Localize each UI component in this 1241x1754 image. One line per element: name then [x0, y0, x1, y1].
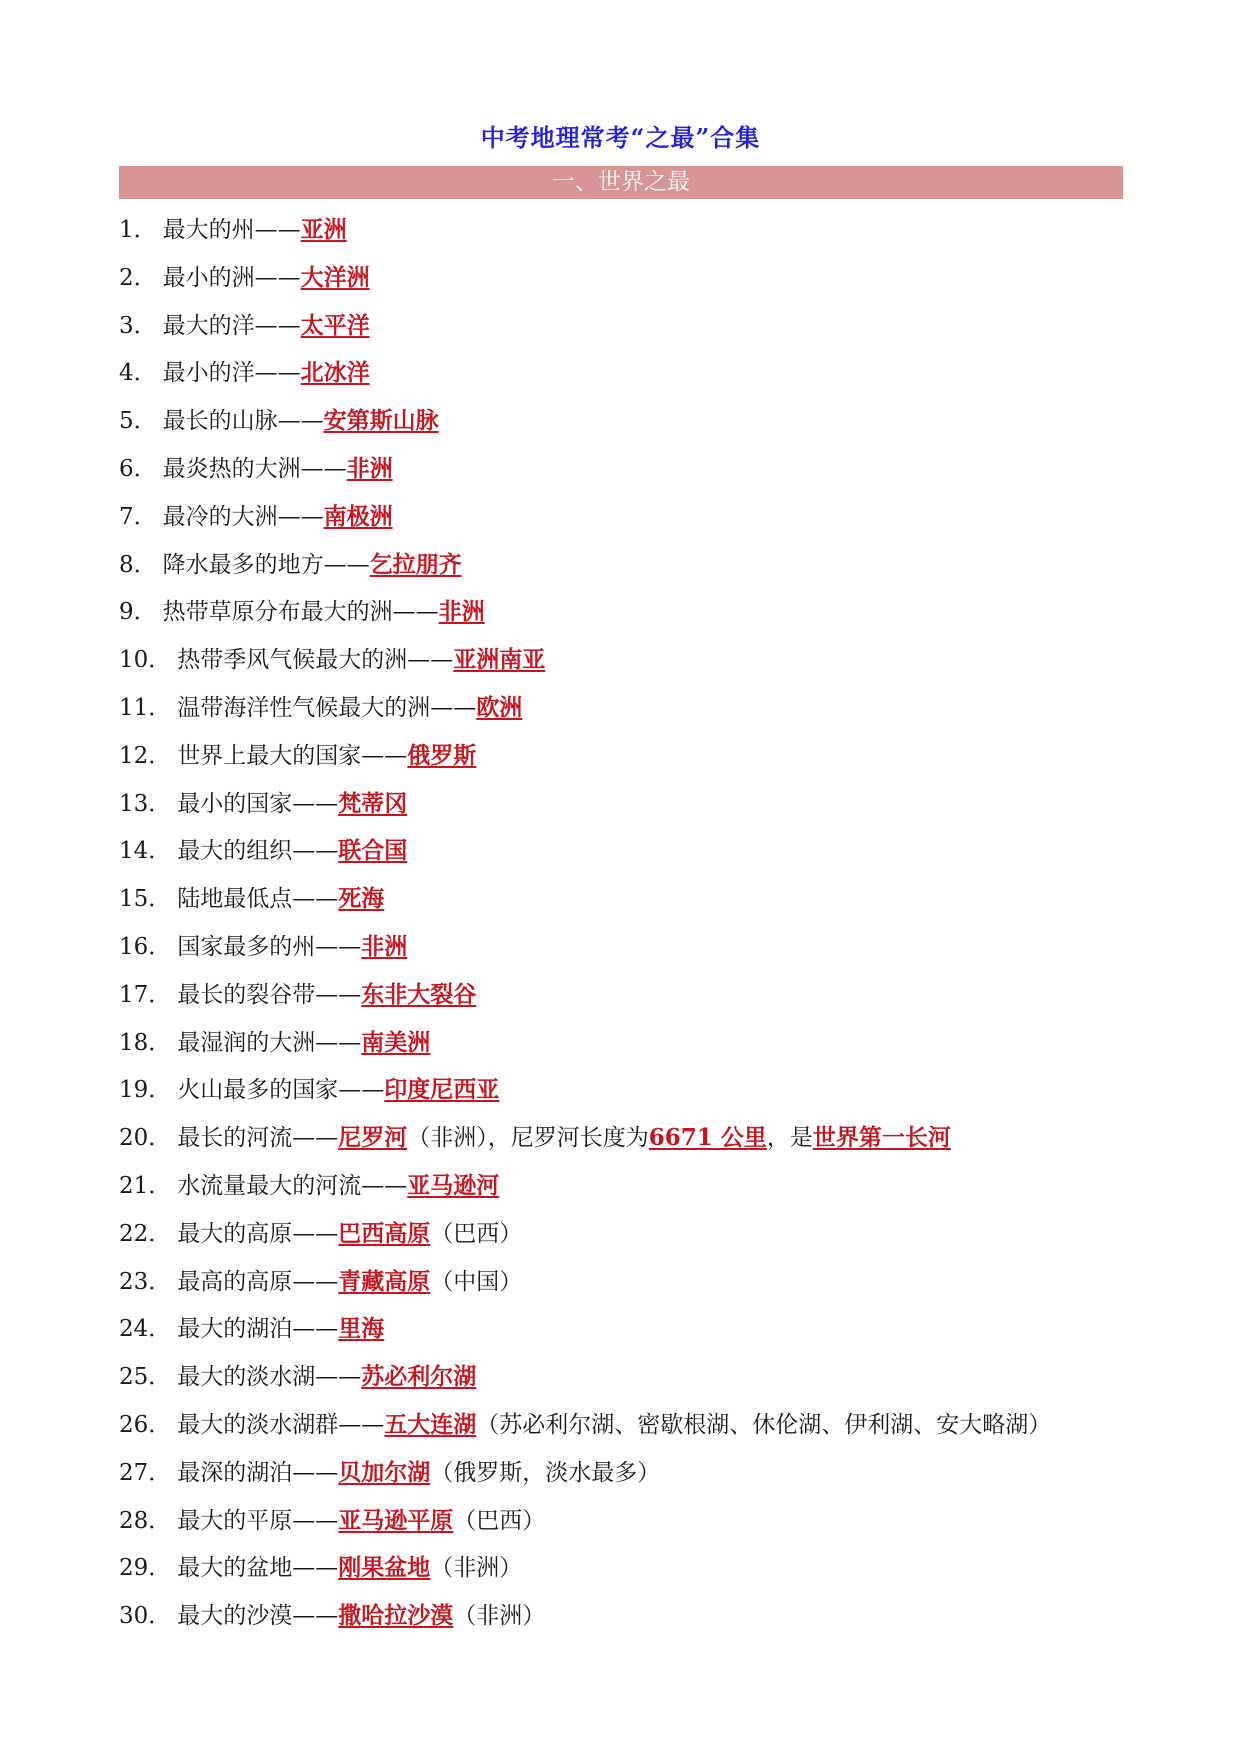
list-item: [119, 1070, 1123, 1118]
answer-text: 世界第一长河: [812, 1124, 951, 1152]
item-text: 最深的湖泊——: [177, 1459, 339, 1486]
answer-text: 亚洲: [300, 216, 347, 243]
item-number: 29．: [119, 1555, 172, 1582]
item-text: （巴西）: [453, 1507, 546, 1534]
answer-text: 非洲: [438, 598, 485, 626]
item-number: 13．: [119, 790, 172, 817]
item-number: 27．: [119, 1459, 172, 1486]
item-number: 9．: [119, 599, 157, 626]
item-text: 最大的州——: [162, 217, 301, 243]
answer-text: 亚洲南亚: [453, 646, 546, 674]
item-number: 2．: [119, 264, 157, 291]
answer-text: 北冰洋: [300, 359, 370, 387]
item-text: 最小的洋——: [162, 360, 301, 387]
list-item: [119, 1357, 1123, 1405]
item-number: 22．: [119, 1220, 172, 1247]
item-number: 14．: [119, 838, 172, 865]
item-text: 最炎热的大洲——: [162, 455, 347, 482]
item-number: 18．: [119, 1029, 172, 1056]
list-item: [119, 1405, 1123, 1453]
item-number: 8．: [119, 551, 157, 578]
answer-text: 亚马逊河: [407, 1171, 500, 1199]
list-item: [119, 927, 1123, 975]
answer-text: 安第斯山脉: [323, 407, 439, 435]
list-item: [119, 1262, 1123, 1310]
item-text: （非洲）: [430, 1555, 523, 1582]
item-text: 最小的国家——: [177, 790, 339, 817]
list-item: [119, 1501, 1123, 1549]
answer-text: 欧洲: [476, 693, 523, 721]
item-number: 20．: [119, 1125, 172, 1152]
answer-text: 贝加尔湖: [338, 1458, 431, 1486]
item-text: （俄罗斯，淡水最多）: [430, 1459, 661, 1486]
answer-text: 联合国: [338, 837, 408, 865]
answer-text: 撒哈拉沙漠: [338, 1602, 454, 1630]
document-title: 中考地理常考“之最”合集: [480, 123, 761, 152]
answer-text: 俄罗斯: [407, 741, 477, 769]
answer-text: 南美洲: [361, 1028, 431, 1056]
answer-text: 东非大裂谷: [361, 980, 477, 1008]
answer-text: 梵蒂冈: [338, 789, 408, 817]
list-item: [119, 210, 1123, 258]
answer-text: 刚果盆地: [338, 1554, 431, 1582]
item-text: 温带海洋性气候最大的洲——: [177, 694, 477, 721]
item-text: 最长的河流——: [177, 1125, 339, 1152]
list-item: [119, 879, 1123, 927]
answer-text: 巴西高原: [338, 1219, 431, 1247]
item-text: 最大的洋——: [162, 312, 301, 339]
answer-text: 亚马逊平原: [338, 1506, 454, 1534]
item-text: （苏必利尔湖、密歇根湖、休伦湖、伊利湖、安大略湖）: [476, 1411, 1052, 1438]
list-item: [119, 1118, 1123, 1166]
item-number: 26．: [119, 1411, 172, 1438]
answer-text: 6671 公里: [648, 1124, 767, 1152]
list-item: [119, 592, 1123, 640]
answer-text: 非洲: [346, 454, 393, 482]
item-text: 最大的湖泊——: [177, 1316, 339, 1343]
item-text: 热带草原分布最大的洲——: [162, 599, 439, 626]
answer-text: 尼罗河: [338, 1124, 408, 1152]
answer-text: 南极洲: [323, 502, 393, 530]
list-item: [119, 545, 1123, 593]
item-text: 热带季风气候最大的洲——: [177, 647, 454, 674]
item-text: 火山最多的国家——: [177, 1077, 385, 1104]
item-text: 国家最多的州——: [177, 933, 362, 960]
item-number: 12．: [119, 742, 172, 769]
item-text: 最大的组织——: [177, 838, 339, 865]
list-item: [119, 975, 1123, 1023]
list-item: [119, 1166, 1123, 1214]
item-text: 最大的淡水湖——: [177, 1364, 362, 1391]
item-text: 最大的盆地——: [177, 1555, 339, 1582]
answer-text: 乞拉朋齐: [369, 550, 462, 578]
item-number: 5．: [119, 408, 157, 435]
item-text: 陆地最低点——: [177, 886, 339, 913]
section-heading: 一、世界之最: [119, 166, 1123, 199]
answer-text: 里海: [338, 1315, 385, 1343]
answer-text: 死海: [338, 885, 385, 913]
item-text: 最长的裂谷带——: [177, 981, 362, 1008]
item-number: 4．: [119, 360, 157, 387]
item-text: 最大的沙漠——: [177, 1603, 339, 1630]
item-number: 11．: [119, 694, 172, 721]
list-item: [119, 1309, 1123, 1357]
list-item: [119, 784, 1123, 832]
list-item: [119, 640, 1123, 688]
list-item: [119, 1596, 1123, 1644]
answer-text: 五大连湖: [384, 1410, 477, 1438]
answer-text: 太平洋: [300, 311, 370, 339]
item-number: 16．: [119, 933, 172, 960]
list-item: [119, 353, 1123, 401]
item-text: （非洲），尼罗河长度为: [407, 1125, 649, 1152]
item-text: （中国）: [430, 1268, 523, 1295]
answer-text: 大洋洲: [300, 263, 370, 291]
item-text: 最湿润的大洲——: [177, 1029, 362, 1056]
item-text: 最小的洲——: [162, 264, 301, 291]
list-item: [119, 401, 1123, 449]
item-text: 最高的高原——: [177, 1268, 339, 1295]
list-item: [119, 1214, 1123, 1262]
item-text: 水流量最大的河流——: [177, 1172, 408, 1199]
item-text: （巴西）: [430, 1220, 523, 1247]
item-number: 30．: [119, 1603, 172, 1630]
item-text: 最大的淡水湖群——: [177, 1411, 385, 1438]
item-text: 世界上最大的国家——: [177, 742, 408, 769]
item-number: 25．: [119, 1364, 172, 1391]
item-number: 15．: [119, 886, 172, 913]
item-number: 10．: [119, 647, 172, 674]
facts-list: [119, 210, 1123, 1644]
item-number: 1．: [119, 217, 157, 243]
answer-text: 苏必利尔湖: [361, 1363, 477, 1391]
item-text: 最大的平原——: [177, 1507, 339, 1534]
item-number: 28．: [119, 1507, 172, 1534]
item-number: 7．: [119, 503, 157, 530]
item-number: 19．: [119, 1077, 172, 1104]
item-text: 最长的山脉——: [162, 408, 324, 435]
answer-text: 非洲: [361, 932, 408, 960]
list-item: [119, 258, 1123, 306]
list-item: [119, 688, 1123, 736]
item-text: 最大的高原——: [177, 1220, 339, 1247]
list-item: [119, 497, 1123, 545]
item-text: 最冷的大洲——: [162, 503, 324, 530]
item-text: （非洲）: [453, 1603, 546, 1630]
list-item: [119, 736, 1123, 784]
list-item: [119, 1548, 1123, 1596]
item-text: ，是: [766, 1125, 813, 1152]
list-item: [119, 1453, 1123, 1501]
list-item: [119, 831, 1123, 879]
list-item: [119, 306, 1123, 354]
item-number: 3．: [119, 312, 157, 339]
item-text: 降水最多的地方——: [162, 551, 370, 578]
answer-text: 印度尼西亚: [384, 1076, 500, 1104]
item-number: 23．: [119, 1268, 172, 1295]
list-item: [119, 449, 1123, 497]
item-number: 24．: [119, 1316, 172, 1343]
item-number: 6．: [119, 455, 157, 482]
item-number: 17．: [119, 981, 172, 1008]
item-number: 21．: [119, 1172, 172, 1199]
list-item: [119, 1023, 1123, 1071]
answer-text: 青藏高原: [338, 1267, 431, 1295]
